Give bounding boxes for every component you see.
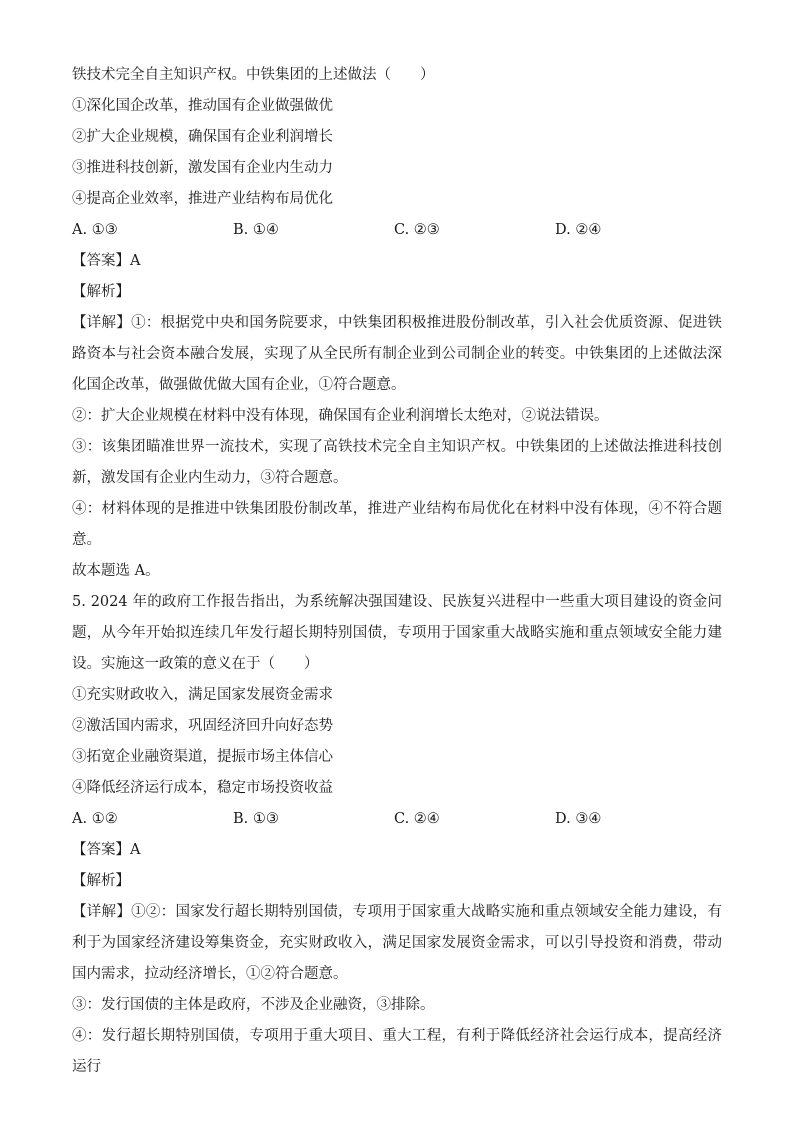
q4-detail-3: ③：该集团瞄准世界一流技术，实现了高铁技术完全自主知识产权。中铁集团的上述做法推进科技创新，激发国有企业内生动力，③符合题意。 [72,439,722,486]
q4-item-2: ②扩大企业规模，确保国有企业利润增长 [72,129,333,145]
q4-detail-4: ④：材料体现的是推进中铁集团股份制改革，推进产业结构布局优化在材料中没有体现，④不符合题意。 [72,501,722,548]
q5-option-a: A. ①② [72,811,118,827]
q4-detail-1: 【详解】①：根据党中央和国务院要求，中铁集团积极推进股份制改革，引入社会优质资源、促进铁路资本与社会资本融合发展，实现了从全民所有制企业到公司制企业的转变。中铁集团的上述做法深化国企改革，做强做优做大国有企业，①符合题意。 [72,315,722,393]
q5-option-d: D. ③④ [555,811,602,827]
q5-analysis-label: 【解析】 [72,873,130,889]
q5-options [72,804,722,835]
q5-stem: 5. 2024 年的政府工作报告指出，为系统解决强国建设、民族复兴进程中一些重大项目建设的资金问题，从今年开始拟连续几年发行超长期特别国债，专项用于国家重大战略实施和重点领域安全能力建设。实施这一政策的意义在于（ ） [72,594,722,672]
q4-options [72,215,722,246]
q4-conclusion: 故本题选 A。 [72,563,160,579]
q5-item-1: ①充实财政收入，满足国家发展资金需求 [72,687,333,703]
q4-answer: 【答案】A [72,253,141,269]
q4-option-a: A. ①③ [72,222,118,238]
q5-item-2: ②激活国内需求，巩固经济回升向好态势 [72,718,333,734]
q5-detail-3: ④：发行超长期特别国债，专项用于重大项目、重大工程，有利于降低经济社会运行成本，提高经济运行 [72,1028,722,1075]
q4-detail-2: ②：扩大企业规模在材料中没有体现，确保国有企业利润增长太绝对，②说法错误。 [72,408,609,424]
q5-option-c: C. ②④ [394,811,440,827]
q4-item-3: ③推进科技创新，激发国有企业内生动力 [72,160,333,176]
q5-item-4: ④降低经济运行成本，稳定市场投资收益 [72,780,333,796]
q4-option-b: B. ①④ [233,222,279,238]
q4-stem-tail: 铁技术完全自主知识产权。中铁集团的上述做法（ ） [72,67,435,83]
q5-answer: 【答案】A [72,842,141,858]
q4-item-1: ①深化国企改革，推动国有企业做强做优 [72,98,333,114]
document-page [72,60,722,1083]
q5-detail-2: ③：发行国债的主体是政府，不涉及企业融资，③排除。 [72,997,435,1013]
q5-item-3: ③拓宽企业融资渠道，提振市场主体信心 [72,749,333,765]
q5-detail-1: 【详解】①②：国家发行超长期特别国债，专项用于国家重大战略实施和重点领域安全能力建设，有利于为国家经济建设筹集资金，充实财政收入，满足国家发展资金需求，可以引导投资和消费，带动国内需求，拉动经济增长，①②符合题意。 [72,904,722,982]
q4-analysis-label: 【解析】 [72,284,130,300]
q4-option-d: D. ②④ [555,222,602,238]
q4-option-c: C. ②③ [394,222,440,238]
q4-item-4: ④提高企业效率，推进产业结构布局优化 [72,191,333,207]
q5-option-b: B. ①③ [233,811,279,827]
